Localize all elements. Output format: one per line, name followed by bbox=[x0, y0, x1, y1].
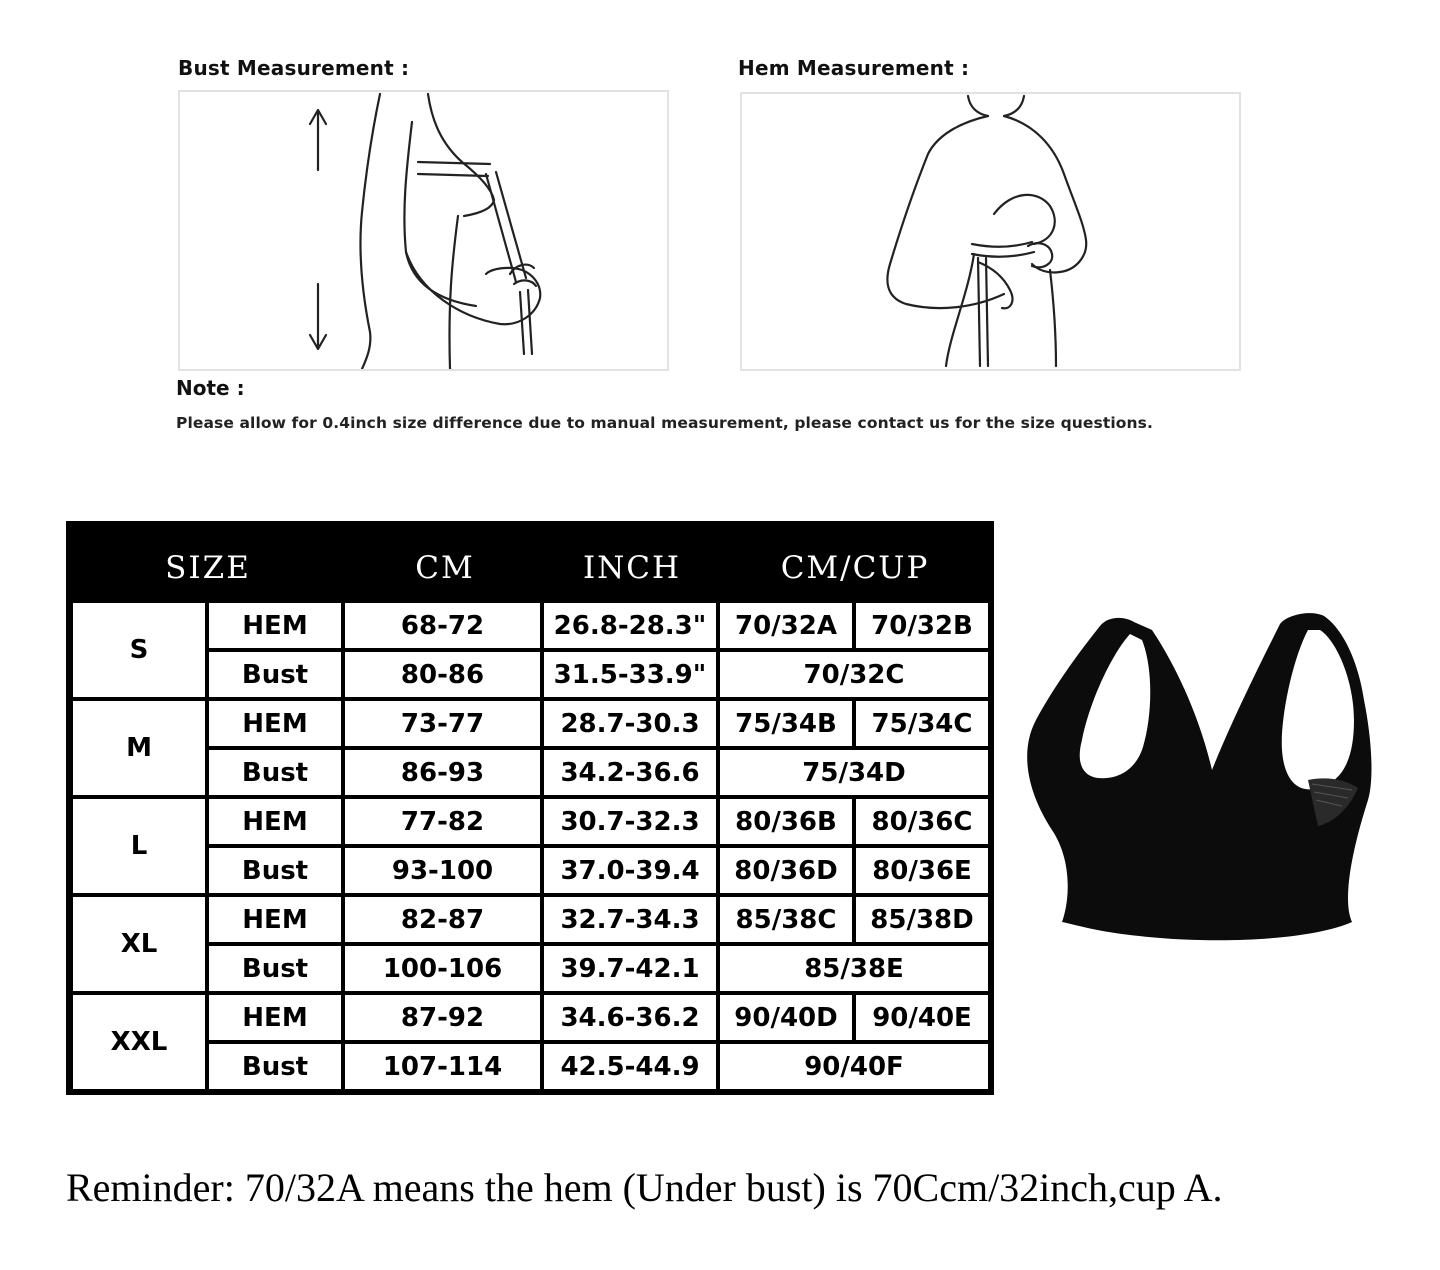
cup-value: 70/32A bbox=[720, 603, 852, 648]
bust-measurement-title: Bust Measurement : bbox=[178, 56, 410, 80]
cup-value: 80/36D bbox=[720, 848, 852, 893]
hem-measurement-illustration bbox=[740, 92, 1241, 371]
reminder-text: Reminder: 70/32A means the hem (Under bust) is 70Ccm/32inch,cup A. bbox=[66, 1165, 1223, 1210]
size-label: M bbox=[73, 701, 205, 795]
cm-value: 100-106 bbox=[345, 946, 540, 991]
inch-value: 39.7-42.1 bbox=[544, 946, 716, 991]
inch-value: 34.2-36.6 bbox=[544, 750, 716, 795]
cm-value: 82-87 bbox=[345, 897, 540, 942]
cup-value: 75/34B bbox=[720, 701, 852, 746]
cm-value: 77-82 bbox=[345, 799, 540, 844]
cup-value: 75/34D bbox=[720, 750, 988, 795]
note-title: Note : bbox=[176, 376, 245, 400]
cm-value: 68-72 bbox=[345, 603, 540, 648]
header-size: SIZE bbox=[165, 550, 251, 586]
cm-value: 107-114 bbox=[345, 1044, 540, 1089]
inch-value: 30.7-32.3 bbox=[544, 799, 716, 844]
cup-value: 70/32C bbox=[720, 652, 988, 697]
cm-value: 86-93 bbox=[345, 750, 540, 795]
cup-value: 90/40E bbox=[856, 995, 988, 1040]
cup-value: 85/38E bbox=[720, 946, 988, 991]
cup-value: 90/40D bbox=[720, 995, 852, 1040]
product-bra-image bbox=[1012, 600, 1382, 954]
cup-value: 85/38C bbox=[720, 897, 852, 942]
size-label: S bbox=[73, 603, 205, 697]
cm-value: 87-92 bbox=[345, 995, 540, 1040]
size-label: XL bbox=[73, 897, 205, 991]
row-type-label: Bust bbox=[209, 750, 341, 795]
size-chart-table bbox=[66, 521, 994, 1095]
row-type-label: HEM bbox=[209, 995, 341, 1040]
inch-value: 26.8-28.3" bbox=[544, 603, 716, 648]
inch-value: 34.6-36.2 bbox=[544, 995, 716, 1040]
cup-value: 90/40F bbox=[720, 1044, 988, 1089]
row-type-label: Bust bbox=[209, 652, 341, 697]
note-text: Please allow for 0.4inch size difference due to manual measurement, please contact us for the size questions. bbox=[176, 414, 1153, 432]
row-type-label: HEM bbox=[209, 603, 341, 648]
row-type-label: Bust bbox=[209, 1044, 341, 1089]
cup-value: 80/36E bbox=[856, 848, 988, 893]
row-type-label: HEM bbox=[209, 799, 341, 844]
inch-value: 42.5-44.9 bbox=[544, 1044, 716, 1089]
inch-value: 37.0-39.4 bbox=[544, 848, 716, 893]
header-cm-cup: CM/CUP bbox=[780, 550, 930, 586]
cm-value: 80-86 bbox=[345, 652, 540, 697]
row-type-label: HEM bbox=[209, 701, 341, 746]
row-type-label: Bust bbox=[209, 946, 341, 991]
cup-value: 80/36B bbox=[720, 799, 852, 844]
cm-value: 93-100 bbox=[345, 848, 540, 893]
table-header bbox=[66, 521, 994, 599]
cup-value: 85/38D bbox=[856, 897, 988, 942]
inch-value: 31.5-33.9" bbox=[544, 652, 716, 697]
row-type-label: HEM bbox=[209, 897, 341, 942]
cup-value: 75/34C bbox=[856, 701, 988, 746]
size-label: L bbox=[73, 799, 205, 893]
header-inch: INCH bbox=[582, 550, 682, 586]
row-type-label: Bust bbox=[209, 848, 341, 893]
hem-measurement-title: Hem Measurement : bbox=[738, 56, 970, 80]
inch-value: 28.7-30.3 bbox=[544, 701, 716, 746]
bust-measurement-illustration bbox=[178, 90, 669, 371]
cup-value: 70/32B bbox=[856, 603, 988, 648]
cup-value: 80/36C bbox=[856, 799, 988, 844]
cm-value: 73-77 bbox=[345, 701, 540, 746]
inch-value: 32.7-34.3 bbox=[544, 897, 716, 942]
size-label: XXL bbox=[73, 995, 205, 1089]
header-cm: CM bbox=[415, 550, 475, 586]
